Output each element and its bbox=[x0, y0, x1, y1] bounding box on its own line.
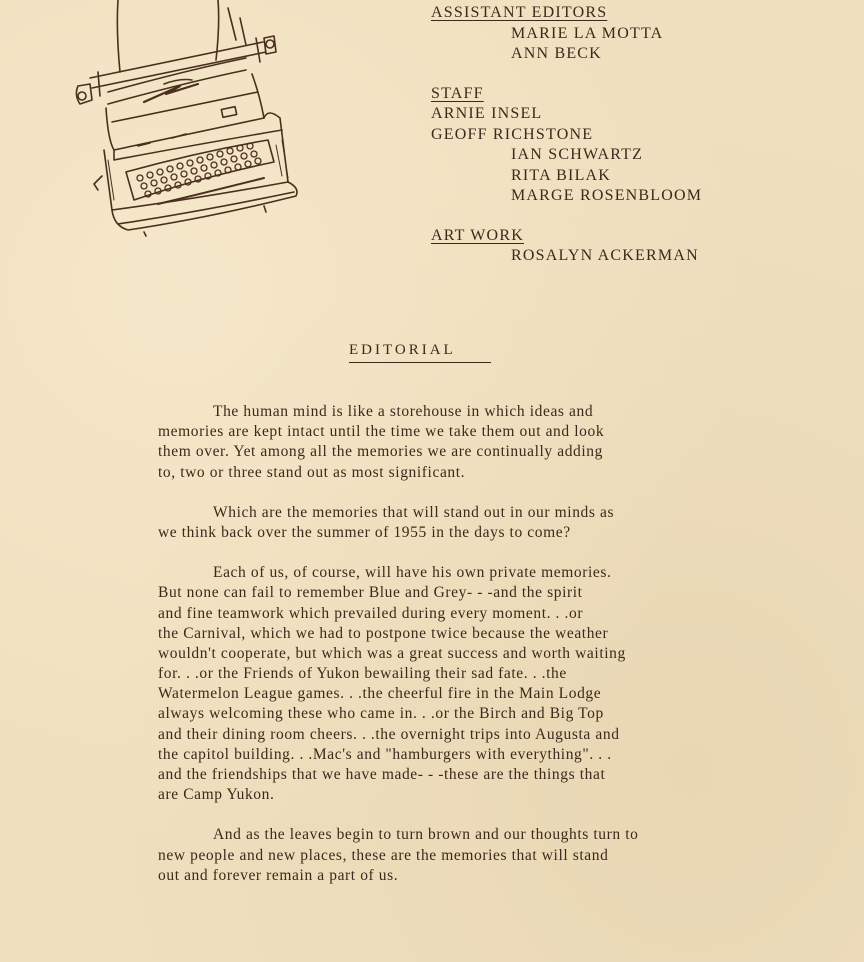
text-line: Watermelon League games. . .the cheerful fire in the Main Lodge bbox=[158, 685, 602, 703]
text-line: out and forever remain a part of us. bbox=[158, 866, 399, 884]
masthead-name: MARGE ROSENBLOOM bbox=[511, 187, 703, 204]
text-line: and the friendships that we have made- - -these are the things that bbox=[158, 766, 606, 783]
editorial-title: EDITORIAL bbox=[349, 342, 491, 363]
masthead-heading-row bbox=[431, 84, 851, 105]
masthead-heading-row bbox=[431, 226, 851, 247]
editorial-body bbox=[158, 402, 788, 906]
masthead-name: ROSALYN ACKERMAN bbox=[511, 247, 699, 264]
masthead-name: MARIE LA MOTTA bbox=[511, 24, 664, 42]
masthead-name: IAN SCHWARTZ bbox=[511, 146, 644, 163]
text-line: for. . .or the Friends of Yukon bewailing their sad fate. . .the bbox=[158, 665, 567, 683]
text-line: always welcoming these who came in. . .or the Birch and Big Top bbox=[158, 705, 604, 723]
text-line: new people and new places, these are the memories that will stand bbox=[158, 846, 609, 864]
text-line: memories are kept intact until the time we take them out and look bbox=[158, 423, 605, 441]
masthead-spacer bbox=[431, 207, 851, 226]
masthead-heading-row bbox=[431, 3, 851, 24]
text-line: The human mind is like a storehouse in which ideas and bbox=[213, 403, 594, 420]
editorial-paragraph bbox=[158, 825, 788, 886]
text-line: wouldn't cooperate, but which was a great success and worth waiting bbox=[158, 644, 626, 662]
masthead-heading: ASSISTANT EDITORS bbox=[431, 4, 608, 21]
text-line: Which are the memories that will stand out in our minds as bbox=[213, 503, 615, 521]
text-line: to, two or three stand out as most significant. bbox=[158, 463, 466, 481]
masthead-name: ARNIE INSEL bbox=[431, 105, 543, 122]
text-line: And as the leaves begin to turn brown and our thoughts turn to bbox=[213, 826, 639, 844]
staff-masthead bbox=[431, 3, 851, 267]
masthead-name: GEOFF RICHSTONE bbox=[431, 125, 594, 143]
text-line: them over. Yet among all the memories we are continually adding bbox=[158, 443, 604, 461]
text-line: But none can fail to remember Blue and Grey- - -and the spirit bbox=[158, 584, 583, 602]
text-line: and fine teamwork which prevailed during every moment. . .or bbox=[158, 604, 584, 622]
masthead-spacer bbox=[431, 65, 851, 84]
text-line: we think back over the summer of 1955 in the days to come? bbox=[158, 523, 571, 541]
masthead-heading: ART WORK bbox=[431, 226, 524, 244]
text-line: the Carnival, which we had to postpone twice because the weather bbox=[158, 624, 609, 642]
masthead-name: ANN BECK bbox=[511, 45, 602, 62]
text-line: are Camp Yukon. bbox=[158, 786, 275, 804]
text-line: the capitol building. . .Mac's and "hamburgers with everything". . . bbox=[158, 745, 612, 763]
masthead-heading: STAFF bbox=[431, 84, 484, 102]
typewriter-sketch-icon bbox=[68, 0, 308, 240]
editorial-paragraph bbox=[158, 563, 788, 805]
masthead-name: RITA BILAK bbox=[511, 166, 612, 184]
editorial-paragraph bbox=[158, 503, 788, 543]
text-line: and their dining room cheers. . .the overnight trips into Augusta and bbox=[158, 725, 620, 743]
editorial-paragraph bbox=[158, 402, 788, 483]
text-line: Each of us, of course, will have his own private memories. bbox=[213, 564, 612, 582]
